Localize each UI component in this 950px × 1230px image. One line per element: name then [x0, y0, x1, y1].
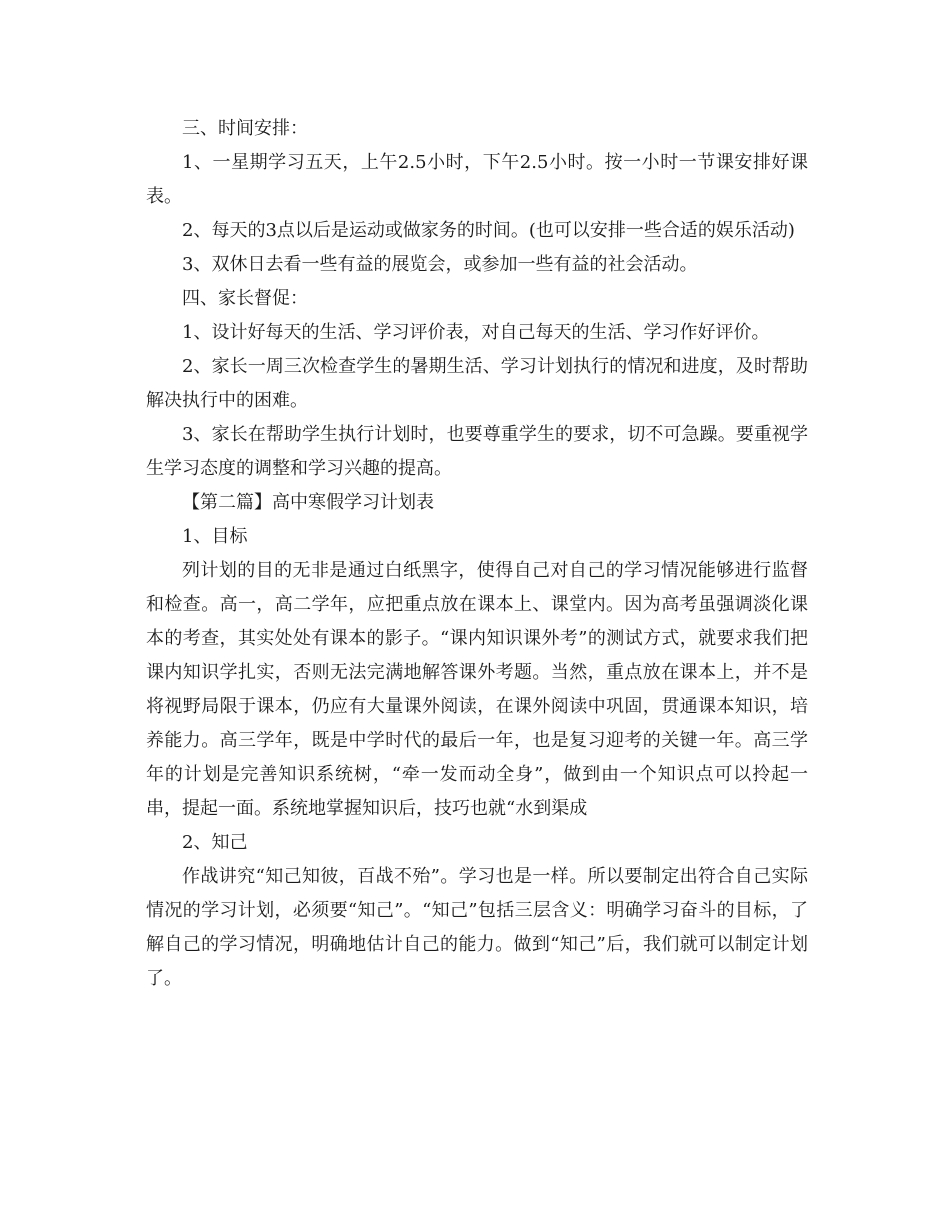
paragraph: 3、双休日去看一些有益的展览会，或参加一些有益的社会活动。: [182, 254, 698, 275]
paragraph: 作战讲究“知己知彼，百战不殆”。学习也是一样。所以要制定出符合自己实际情况的学习计划，必须要“知己”。“知己”包括三层含义：明确学习奋斗的目标，了解自己的学习情况，明确地估计自己的能力。做到“知己”后，我们就可以制定计划了。: [146, 866, 808, 989]
section-heading-know-yourself: 2、知己: [182, 832, 248, 853]
paragraph: 3、家长在帮助学生执行计划时，也要尊重学生的要求，切不可急躁。要重视学生学习态度的调整和学习兴趣的提高。: [146, 424, 808, 479]
paragraph: 2、每天的3点以后是运动或做家务的时间。(也可以安排一些合适的娱乐活动): [182, 220, 795, 241]
paragraph: 2、家长一周三次检查学生的暑期生活、学习计划执行的情况和进度，及时帮助解决执行中的困难。: [146, 356, 808, 411]
paragraph: 1、一星期学习五天，上午2.5小时，下午2.5小时。按一小时一节课安排好课表。: [146, 152, 808, 207]
paragraph: 列计划的目的无非是通过白纸黑字，使得自己对自己的学习情况能够进行监督和检查。高一，高二学年，应把重点放在课本上、课堂内。因为高考虽强调淡化课本的考查，其实处处有课本的影子。“课内知识课外考”的测试方式，就要求我们把课内知识学扎实，否则无法完满地解答课外考题。当然，重点放在课本上，并不是将视野局限于课本，仍应有大量课外阅读，在课外阅读中巩固，贯通课本知识，培养能力。高三学年，既是中学时代的最后一年，也是复习迎考的关键一年。高三学年的计划是完善知识系统树，“牵一发而动全身”，做到由一个知识点可以拎起一串，提起一面。系统地掌握知识后，技巧也就“水到渠成: [146, 560, 808, 819]
article-title: 【第二篇】高中寒假学习计划表: [182, 492, 434, 513]
section-heading-parent-supervision: 四、家长督促：: [182, 288, 308, 309]
document-body: [146, 112, 808, 996]
section-heading-schedule: 三、时间安排：: [182, 118, 308, 139]
section-heading-goal: 1、目标: [182, 526, 248, 547]
paragraph: 1、设计好每天的生活、学习评价表，对自己每天的生活、学习作好评价。: [182, 322, 770, 343]
